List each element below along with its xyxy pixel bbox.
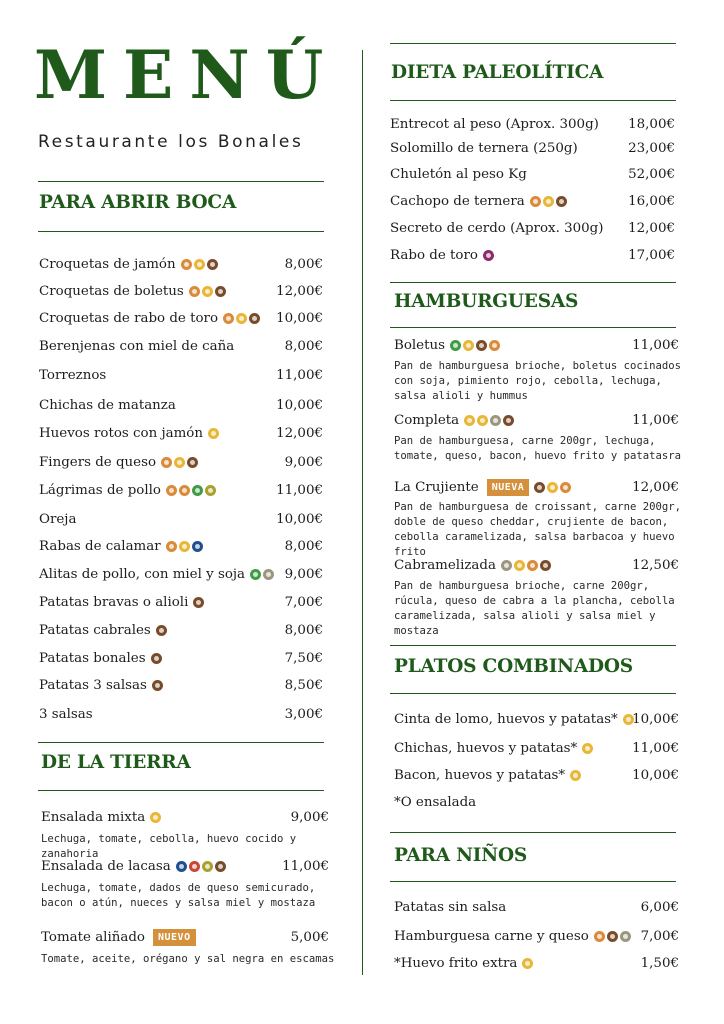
sulphites-icon [483, 250, 494, 261]
item-price: 11,00€ [632, 412, 679, 428]
menu-item [39, 422, 323, 444]
gluten-icon [161, 457, 172, 468]
item-name: Patatas 3 salsas [39, 677, 147, 693]
menu-item [390, 163, 675, 185]
item-name: Patatas cabrales [39, 622, 151, 638]
divider [390, 645, 676, 646]
menu-item [39, 703, 323, 725]
divider [390, 693, 676, 694]
item-name: Bacon, huevos y patatas* [394, 767, 566, 783]
fish-icon [176, 861, 187, 872]
milk-icon [503, 415, 514, 426]
item-name: Alitas de pollo, con miel y soja [39, 566, 246, 582]
item-name: Chichas, huevos y patatas* [394, 740, 578, 756]
menu-item [39, 307, 323, 329]
item-name: Patatas bravas o alioli [39, 594, 189, 610]
gluten-icon [527, 560, 538, 571]
item-name: Tomate aliñado [41, 929, 145, 945]
menu-item [39, 563, 323, 585]
divider [390, 832, 676, 833]
item-price: 1,50€ [640, 955, 679, 971]
item-name: Oreja [39, 511, 77, 527]
item-name: Chichas de matanza [39, 397, 176, 413]
menu-item [394, 554, 679, 576]
gluten-icon [181, 259, 192, 270]
egg-icon [570, 770, 581, 781]
item-price: 10,00€ [276, 397, 323, 413]
item-price: 8,00€ [284, 538, 323, 554]
egg-icon [179, 541, 190, 552]
mustard-icon [205, 485, 216, 496]
item-name: Cinta de lomo, huevos y patatas* [394, 711, 618, 727]
item-price: 9,00€ [284, 454, 323, 470]
menu-item [39, 479, 323, 501]
allergen-icons [250, 569, 276, 580]
menu-item [394, 708, 679, 730]
menu-item [39, 535, 323, 557]
egg-icon [174, 457, 185, 468]
item-name: Croquetas de jamón [39, 256, 176, 272]
menu-item [39, 451, 323, 473]
item-name: Chuletón al peso Kg [390, 166, 527, 182]
menu-item [390, 217, 675, 239]
allergen-icons [152, 680, 165, 691]
milk-icon [152, 680, 163, 691]
menu-item [39, 674, 323, 696]
item-name: Solomillo de ternera (250g) [390, 140, 578, 156]
milk-icon [607, 931, 618, 942]
gluten-icon [530, 196, 541, 207]
milk-icon [215, 861, 226, 872]
milk-icon [249, 313, 260, 324]
menu-item [394, 737, 679, 759]
item-price: 10,00€ [276, 310, 323, 326]
celery-icon [450, 340, 461, 351]
allergen-icons [522, 958, 535, 969]
item-price: 10,00€ [632, 767, 679, 783]
divider [38, 231, 324, 232]
allergen-icons [166, 485, 218, 496]
item-price: 12,00€ [628, 220, 675, 236]
menu-item [394, 409, 679, 431]
egg-icon [477, 415, 488, 426]
soy-icon [263, 569, 274, 580]
item-name: Berenjenas con miel de caña [39, 338, 235, 354]
allergen-icons [223, 313, 262, 324]
menu-item [39, 619, 323, 641]
item-name: Fingers de queso [39, 454, 157, 470]
item-price: 52,00€ [628, 166, 675, 182]
menu-item [394, 896, 679, 918]
item-price: 3,00€ [284, 706, 323, 722]
menu-item [39, 364, 323, 386]
item-price: 8,00€ [284, 622, 323, 638]
item-name: Croquetas de boletus [39, 283, 184, 299]
item-name: *Huevo frito extra [394, 955, 518, 971]
fish-icon [192, 541, 203, 552]
item-price: 8,00€ [284, 338, 323, 354]
item-price: 11,00€ [276, 367, 323, 383]
egg-icon [547, 482, 558, 493]
menu-item [394, 476, 679, 498]
item-price: 11,00€ [632, 337, 679, 353]
menu-item [390, 137, 675, 159]
gluten-icon [594, 931, 605, 942]
allergen-icons [483, 250, 496, 261]
item-price: 12,00€ [276, 425, 323, 441]
allergen-icons [208, 428, 221, 439]
gluten-icon [489, 340, 500, 351]
item-price: 7,50€ [284, 650, 323, 666]
section-title-hamburguesas: HAMBURGUESAS [394, 291, 579, 312]
egg-icon [208, 428, 219, 439]
allergen-icons [150, 812, 163, 823]
item-price: 10,00€ [632, 711, 679, 727]
item-name: 3 salsas [39, 706, 93, 722]
item-description: Pan de hamburguesa, carne 200gr, lechuga, tomate, queso, bacon, huevo frito y patatasra [394, 435, 682, 462]
menu-item [41, 806, 329, 828]
menu-item [390, 190, 675, 212]
section-title-paleo: DIETA PALEOLÍTICA [391, 62, 604, 83]
egg-icon [582, 743, 593, 754]
gluten-icon [179, 485, 190, 496]
item-price: 12,50€ [632, 557, 679, 573]
nuts-icon [189, 861, 200, 872]
milk-icon [207, 259, 218, 270]
item-price: 9,00€ [290, 809, 329, 825]
milk-icon [534, 482, 545, 493]
menu-item [394, 764, 679, 786]
menu-item [39, 508, 323, 530]
divider [390, 327, 676, 328]
menu-item [39, 335, 323, 357]
item-price: 11,00€ [282, 858, 329, 874]
item-price: 18,00€ [628, 116, 675, 132]
menu-item [390, 244, 675, 266]
item-description: Tomate, aceite, orégano y sal negra en escamas [41, 953, 335, 965]
gluten-icon [223, 313, 234, 324]
restaurant-name: Restaurante los Bonales [38, 132, 304, 152]
item-name: Entrecot al peso (Aprox. 300g) [390, 116, 599, 132]
allergen-icons [181, 259, 220, 270]
menu-item [39, 647, 323, 669]
column-divider [362, 50, 363, 975]
allergen-icons [530, 196, 569, 207]
menu-title: MENÚ [34, 36, 340, 114]
egg-icon [202, 286, 213, 297]
item-name: Rabo de toro [390, 247, 478, 263]
item-price: 6,00€ [640, 899, 679, 915]
allergen-icons [151, 653, 164, 664]
milk-icon [193, 597, 204, 608]
allergen-icons [501, 560, 553, 571]
section-title-ninos: PARA NIÑOS [394, 845, 528, 866]
item-name: Secreto de cerdo (Aprox. 300g) [390, 220, 604, 236]
egg-icon [514, 560, 525, 571]
mustard-icon [202, 861, 213, 872]
item-price: 5,00€ [290, 929, 329, 945]
new-badge: NUEVO [153, 929, 196, 946]
item-name: Lágrimas de pollo [39, 482, 161, 498]
item-description: Lechuga, tomate, dados de queso semicurado, bacon o atún, nueces y salsa miel y mostaza [41, 882, 316, 909]
combinados-note: *O ensalada [394, 795, 477, 810]
menu-item [41, 855, 329, 877]
section-title-abrir-boca: PARA ABRIR BOCA [39, 192, 237, 213]
item-price: 7,00€ [284, 594, 323, 610]
item-name: Huevos rotos con jamón [39, 425, 203, 441]
item-name: Cabramelizada [394, 557, 496, 573]
item-price: 17,00€ [628, 247, 675, 263]
egg-icon [236, 313, 247, 324]
item-name: Completa [394, 412, 460, 428]
gluten-icon [166, 541, 177, 552]
item-name: Ensalada mixta [41, 809, 146, 825]
allergen-icons [450, 340, 502, 351]
item-name: Patatas bonales [39, 650, 146, 666]
sesame-icon [490, 415, 501, 426]
item-name: Rabas de calamar [39, 538, 161, 554]
new-badge: NUEVA [487, 479, 530, 496]
item-price: 12,00€ [632, 479, 679, 495]
item-name: Cachopo de ternera [390, 193, 525, 209]
item-name: Patatas sin salsa [394, 899, 507, 915]
divider [390, 43, 676, 44]
allergen-icons [156, 625, 169, 636]
item-name: La Crujiente [394, 479, 479, 495]
menu-item [394, 952, 679, 974]
celery-icon [192, 485, 203, 496]
item-name: Boletus [394, 337, 445, 353]
allergen-icons [534, 482, 573, 493]
allergen-icons [166, 541, 205, 552]
divider [38, 181, 324, 182]
item-price: 11,00€ [632, 740, 679, 756]
item-price: 23,00€ [628, 140, 675, 156]
egg-icon [464, 415, 475, 426]
divider [38, 790, 324, 791]
item-description: Pan de hamburguesa brioche, carne 200gr, rúcula, queso de cabra a la plancha, cebolla caramelizada, salsa alioli y salsa miel y mostaza [394, 580, 675, 637]
item-name: Hamburguesa carne y queso [394, 928, 589, 944]
item-price: 16,00€ [628, 193, 675, 209]
allergen-icons [161, 457, 200, 468]
item-price: 9,00€ [284, 566, 323, 582]
item-price: 10,00€ [276, 511, 323, 527]
egg-icon [522, 958, 533, 969]
menu-item [394, 334, 679, 356]
item-name: Croquetas de rabo de toro [39, 310, 219, 326]
milk-icon [215, 286, 226, 297]
divider [390, 282, 676, 283]
item-description: Pan de hamburguesa brioche, boletus cocinados con soja, pimiento rojo, cebolla, lechuga, salsa alioli y hummus [394, 360, 682, 402]
divider [390, 881, 676, 882]
divider [390, 100, 676, 101]
milk-icon [187, 457, 198, 468]
item-price: 8,00€ [284, 256, 323, 272]
item-name: Torreznos [39, 367, 107, 383]
divider [38, 742, 324, 743]
allergen-icons [189, 286, 228, 297]
milk-icon [476, 340, 487, 351]
item-price: 11,00€ [276, 482, 323, 498]
menu-item [394, 925, 679, 947]
allergen-icons [570, 770, 583, 781]
celery-icon [250, 569, 261, 580]
sesame-icon [501, 560, 512, 571]
item-description: Lechuga, tomate, cebolla, huevo cocido y zanahoria [41, 833, 297, 860]
gluten-icon [189, 286, 200, 297]
egg-icon [150, 812, 161, 823]
egg-icon [194, 259, 205, 270]
milk-icon [151, 653, 162, 664]
menu-item [41, 926, 329, 948]
gluten-icon [560, 482, 571, 493]
sesame-icon [620, 931, 631, 942]
milk-icon [540, 560, 551, 571]
allergen-icons [594, 931, 633, 942]
egg-icon [543, 196, 554, 207]
section-title-combinados: PLATOS COMBINADOS [394, 656, 633, 677]
egg-icon [463, 340, 474, 351]
gluten-icon [166, 485, 177, 496]
item-price: 12,00€ [276, 283, 323, 299]
menu-item [39, 280, 323, 302]
allergen-icons [582, 743, 595, 754]
allergen-icons [464, 415, 516, 426]
milk-icon [156, 625, 167, 636]
milk-icon [556, 196, 567, 207]
item-price: 8,50€ [284, 677, 323, 693]
menu-item [39, 253, 323, 275]
menu-item [39, 591, 323, 613]
section-title-tierra: DE LA TIERRA [41, 752, 191, 773]
menu-item [39, 394, 323, 416]
item-price: 7,00€ [640, 928, 679, 944]
item-description: Pan de hamburguesa de croissant, carne 200gr, doble de queso cheddar, crujiente de bacon, cebolla caramelizada, salsa barbacoa y huevo frito [394, 501, 682, 558]
allergen-icons [176, 861, 228, 872]
allergen-icons [193, 597, 206, 608]
item-name: Ensalada de lacasa [41, 858, 171, 874]
menu-item [390, 113, 675, 135]
